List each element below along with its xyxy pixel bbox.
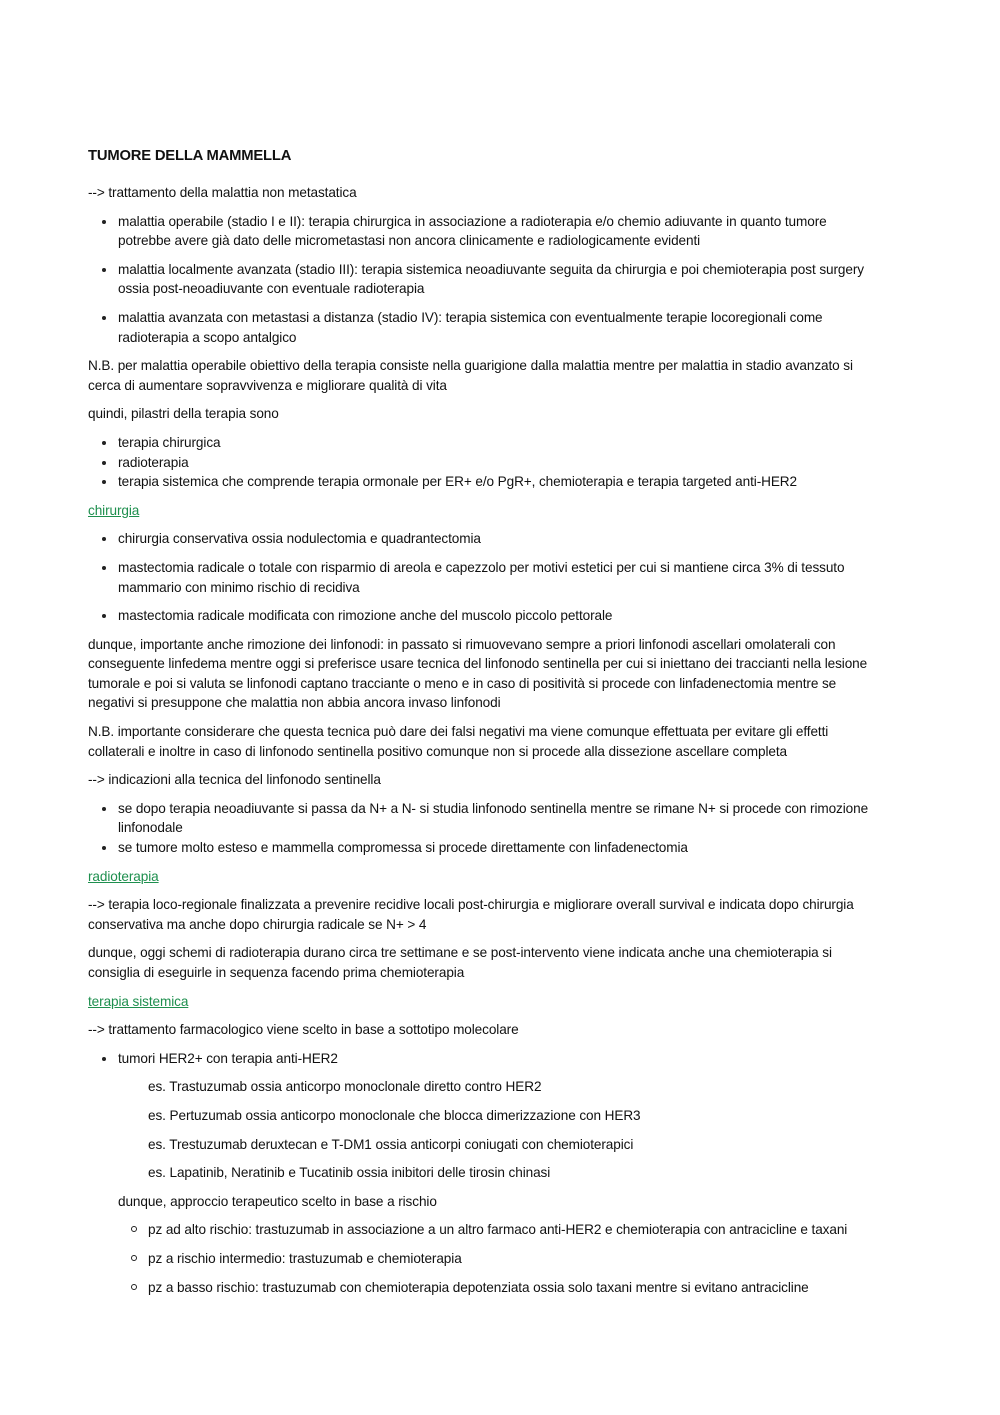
list-item: radioterapia <box>88 453 878 473</box>
note-paragraph: N.B. importante considerare che questa tecnica può dare dei falsi negativi ma viene comunque effettuata per evitare gli effetti collaterali e inoltre in caso di linfonodo sentinella positivo comunque non si procede alla dissezione ascellare completa <box>88 724 829 759</box>
list-item: pz ad alto rischio: trastuzumab in associazione a un altro farmaco anti-HER2 e chemioterapia con antracicline e taxani <box>118 1220 878 1240</box>
her2-list <box>88 1049 878 1069</box>
section-link-chirurgia[interactable]: chirurgia <box>88 502 140 518</box>
page-title: TUMORE DELLA MAMMELLA <box>88 148 292 164</box>
document-page <box>88 146 878 1306</box>
list-item: malattia localmente avanzata (stadio III): terapia sistemica neoadiuvante seguita da chirurgia e poi chemioterapia post surgery ossia post-neoadiuvante con eventuale radioterapia <box>88 260 878 299</box>
radio-paragraph: --> terapia loco-regionale finalizzata a prevenire recidive locali post-chirurgia e migliorare overall survival e indicata dopo chirurgia conservativa ma anche dopo chirurgia radicale se N+ > 4 <box>88 897 854 932</box>
section-link-terapia-sistemica[interactable]: terapia sistemica <box>88 993 189 1009</box>
example-line: es. Trastuzumab ossia anticorpo monoclonale diretto contro HER2 <box>148 1079 542 1095</box>
section-link-radioterapia[interactable]: radioterapia <box>88 868 159 884</box>
list-item: se tumore molto esteso e mammella compromessa si procede direttamente con linfadenectomia <box>88 838 878 858</box>
list-item: mastectomia radicale o totale con risparmio di areola e capezzolo per motivi estetici per cui si mantiene circa 3% di tessuto mammario con minimo rischio di recidiva <box>88 558 878 597</box>
list-item: mastectomia radicale modificata con rimozione anche del muscolo piccolo pettorale <box>88 606 878 626</box>
list-item: se dopo terapia neoadiuvante si passa da N+ a N- si studia linfonodo sentinella mentre se rimane N+ si procede con rimozione linfonodale <box>88 799 878 838</box>
list-item: malattia avanzata con metastasi a distanza (stadio IV): terapia sistemica con eventualmente terapie locoregionali come radioterapia a scopo antalgico <box>88 308 878 347</box>
example-line: es. Pertuzumab ossia anticorpo monoclonale che blocca dimerizzazione con HER3 <box>148 1107 641 1123</box>
systemic-intro: --> trattamento farmacologico viene scelto in base a sottotipo molecolare <box>88 1022 519 1038</box>
example-line: es. Lapatinib, Neratinib e Tucatinib ossia inibitori delle tirosin chinasi <box>148 1165 551 1181</box>
list-item: chirurgia conservativa ossia nodulectomia e quadrantectomia <box>88 529 878 549</box>
list-item: terapia sistemica che comprende terapia ormonale per ER+ e/o PgR+, chemioterapia e terapia targeted anti-HER2 <box>88 472 878 492</box>
pillars-intro: quindi, pilastri della terapia sono <box>88 406 279 422</box>
note-paragraph: N.B. per malattia operabile obiettivo della terapia consiste nella guarigione dalla malattia mentre per malattia in stadio avanzato si cerca di aumentare sopravvivenza e migliorare qualità di vita <box>88 358 853 393</box>
list-item: malattia operabile (stadio I e II): terapia chirurgica in associazione a radioterapia e/o chemio adiuvante in quanto tumore potrebbe avere già dato delle micrometastasi non ancora clinicamente e radiologicamente evidenti <box>88 212 878 251</box>
stages-list <box>88 212 878 348</box>
risk-intro: dunque, approccio terapeutico scelto in base a rischio <box>118 1193 437 1209</box>
indications-intro: --> indicazioni alla tecnica del linfonodo sentinella <box>88 772 381 788</box>
radio-paragraph: dunque, oggi schemi di radioterapia durano circa tre settimane e se post-intervento viene indicata anche una chemioterapia si consiglia di eseguirle in sequenza facendo prima chemioterapia <box>88 945 832 980</box>
list-item: tumori HER2+ con terapia anti-HER2 <box>88 1049 878 1069</box>
list-item: pz a rischio intermedio: trastuzumab e chemioterapia <box>118 1249 878 1269</box>
example-line: es. Trestuzumab deruxtecan e T-DM1 ossia anticorpi coniugati con chemioterapici <box>148 1136 634 1152</box>
list-item: terapia chirurgica <box>88 433 878 453</box>
intro-text: --> trattamento della malattia non metastatica <box>88 185 357 200</box>
surgery-list <box>88 529 878 625</box>
pillars-list <box>88 433 878 492</box>
indications-list <box>88 799 878 858</box>
lymph-paragraph: dunque, importante anche rimozione dei linfonodi: in passato si rimuovevano sempre a priori linfonodi ascellari omolaterali con conseguente linfedema mentre oggi si preferisce usare tecnica del linfonodo sentinella per cui si iniettano dei traccianti nella lesione tumorale e poi si valuta se linfonodi captano tracciante o meno e in caso di positività si procede con linfadenectomia mentre se negativi si presuppone che malattia non abbia ancora invaso linfonodi <box>88 636 868 711</box>
list-item: pz a basso rischio: trastuzumab con chemioterapia depotenziata ossia solo taxani mentre si evitano antracicline <box>118 1278 878 1298</box>
risk-list <box>88 1220 878 1297</box>
